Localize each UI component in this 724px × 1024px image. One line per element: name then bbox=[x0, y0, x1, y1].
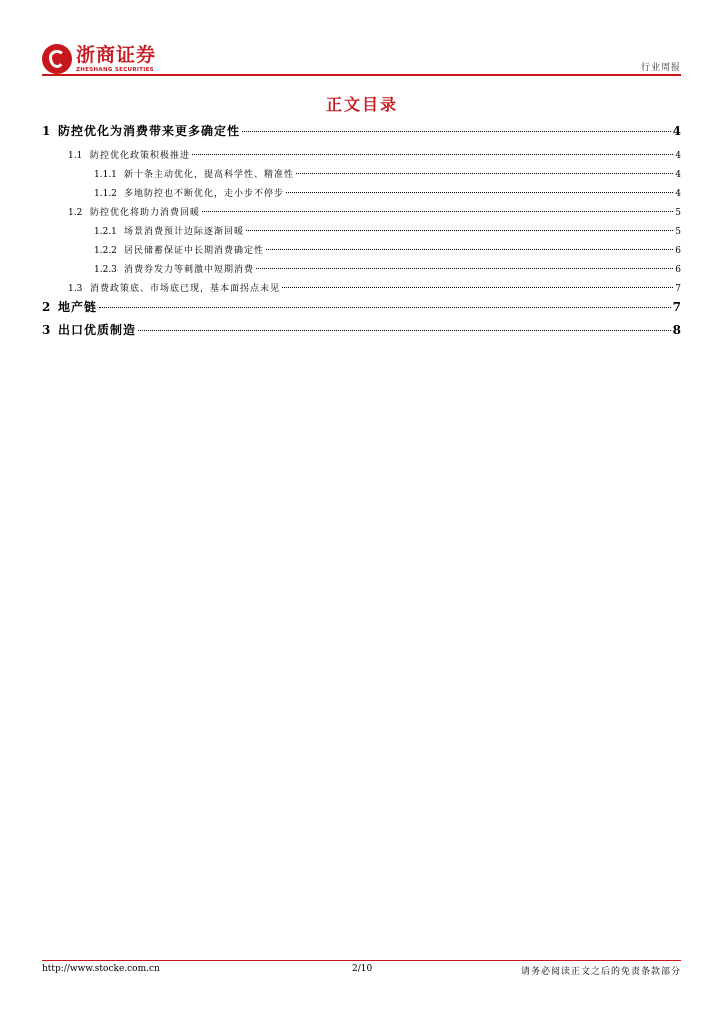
toc-page: 4 bbox=[675, 151, 681, 161]
toc-label: 消费券发力等刺激中短期消费 bbox=[124, 265, 255, 275]
toc-leader bbox=[256, 268, 673, 269]
company-logo bbox=[42, 44, 156, 74]
page-header bbox=[42, 40, 681, 80]
page-number: 2/10 bbox=[352, 964, 373, 974]
toc-page: 7 bbox=[672, 300, 681, 314]
toc-entry[interactable] bbox=[94, 224, 681, 237]
toc-number: 1.3 bbox=[68, 284, 83, 294]
toc-entry[interactable] bbox=[42, 122, 681, 139]
toc-label: 地产链 bbox=[58, 300, 98, 314]
toc-label: 防控优化政策积极推进 bbox=[90, 151, 191, 161]
toc-leader bbox=[246, 230, 673, 231]
toc-page: 4 bbox=[675, 189, 681, 199]
toc-label: 防控优化为消费带来更多确定性 bbox=[58, 124, 241, 138]
toc-number: 1.1.1 bbox=[94, 170, 117, 180]
toc-number: 2 bbox=[42, 300, 51, 314]
toc-entry[interactable] bbox=[94, 186, 681, 199]
toc-label: 居民储蓄保证中长期消费确定性 bbox=[124, 246, 265, 256]
toc-number: 1.2.1 bbox=[94, 227, 117, 237]
toc-label: 新十条主动优化，提高科学性、精准性 bbox=[124, 170, 295, 180]
toc-page: 6 bbox=[675, 265, 681, 275]
logo-name-cn: 浙商证券 bbox=[76, 44, 157, 66]
logo-icon bbox=[42, 44, 72, 74]
toc-page: 5 bbox=[675, 227, 681, 237]
toc-page: 4 bbox=[672, 124, 681, 138]
toc-page: 7 bbox=[675, 284, 681, 294]
toc-leader bbox=[202, 211, 673, 212]
report-type: 行业周报 bbox=[640, 63, 681, 73]
toc-leader bbox=[138, 330, 671, 331]
toc-label: 防控优化将助力消费回暖 bbox=[90, 208, 201, 218]
toc-label: 场景消费预计边际逐渐回暖 bbox=[124, 227, 245, 237]
logo-name-en: ZHESHANG SECURITIES bbox=[76, 67, 154, 73]
footer-divider bbox=[42, 960, 681, 961]
toc-number: 1.1 bbox=[68, 151, 83, 161]
toc-number: 3 bbox=[42, 323, 51, 337]
toc-title: 正文目录 bbox=[325, 95, 398, 114]
toc-label: 多地防控也不断优化，走小步不停步 bbox=[124, 189, 285, 199]
toc-page: 5 bbox=[675, 208, 681, 218]
toc-entry[interactable] bbox=[42, 298, 681, 315]
toc-page: 4 bbox=[675, 170, 681, 180]
toc-entry[interactable] bbox=[94, 262, 681, 275]
toc-leader bbox=[282, 287, 673, 288]
toc-leader bbox=[99, 307, 671, 308]
toc-leader bbox=[192, 154, 673, 155]
toc-leader bbox=[286, 192, 673, 193]
toc-page: 6 bbox=[675, 246, 681, 256]
toc-leader bbox=[242, 131, 671, 132]
toc-label: 消费政策底、市场底已现，基本面拐点未见 bbox=[90, 284, 281, 294]
toc-label: 出口优质制造 bbox=[58, 323, 137, 337]
toc-number: 1.2.2 bbox=[94, 246, 117, 256]
header-divider bbox=[42, 74, 681, 76]
toc-leader bbox=[296, 173, 673, 174]
toc-number: 1 bbox=[42, 124, 51, 138]
toc-number: 1.2.3 bbox=[94, 265, 117, 275]
toc-page: 8 bbox=[672, 323, 681, 337]
toc-entry[interactable] bbox=[94, 243, 681, 256]
toc-entry[interactable] bbox=[68, 281, 681, 294]
toc-leader bbox=[266, 249, 673, 250]
toc-number: 1.2 bbox=[68, 208, 83, 218]
toc-entry[interactable] bbox=[68, 148, 681, 161]
toc-entry[interactable] bbox=[68, 205, 681, 218]
footer-url[interactable]: http://www.stocke.com.cn bbox=[42, 964, 160, 974]
toc-entry[interactable] bbox=[42, 321, 681, 338]
toc-number: 1.1.2 bbox=[94, 189, 117, 199]
toc-entry[interactable] bbox=[94, 167, 681, 180]
footer-disclaimer: 请务必阅读正文之后的免责条款部分 bbox=[520, 967, 681, 977]
